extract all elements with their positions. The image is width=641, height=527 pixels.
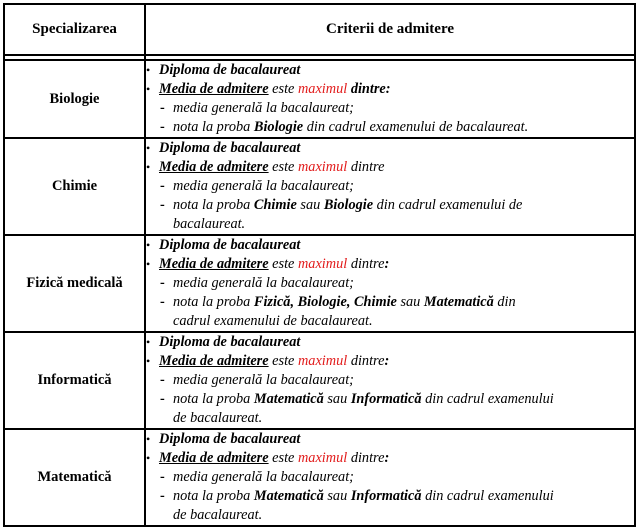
diploma-text: Diploma de bacalaureat bbox=[159, 140, 301, 156]
maximul-text: maximul bbox=[297, 353, 348, 369]
nota-prefix: nota la proba bbox=[173, 391, 251, 407]
subject-name: Matematică bbox=[253, 488, 324, 504]
table-row bbox=[4, 332, 635, 429]
criteria-line-diploma bbox=[146, 333, 634, 352]
dintre-text: dintre bbox=[350, 256, 385, 272]
maximul-text: maximul bbox=[297, 81, 348, 97]
media-label: Media de admitere bbox=[159, 256, 269, 272]
nota-suffix: din cadrul examenului bbox=[421, 391, 554, 407]
colon-text: : bbox=[384, 353, 390, 369]
nota-conj: sau bbox=[323, 391, 351, 407]
criteria-cell bbox=[145, 138, 635, 235]
criteria-line-cont: bacalaureat. bbox=[173, 216, 246, 232]
bullet-icon: • bbox=[146, 432, 151, 446]
diploma-text: Diploma de bacalaureat bbox=[159, 62, 301, 78]
bullet-icon: • bbox=[146, 82, 151, 96]
subject-name: Informatică bbox=[350, 391, 422, 407]
subject-name: Informatică bbox=[350, 488, 422, 504]
nota-suffix: din bbox=[493, 294, 516, 310]
maximul-text: maximul bbox=[297, 450, 348, 466]
criteria-line-nota bbox=[146, 196, 634, 215]
table-row bbox=[4, 138, 635, 235]
este-text: este bbox=[272, 353, 295, 369]
dash-icon: - bbox=[160, 391, 165, 407]
subject-name: Fizică, Biologie, Chimie bbox=[253, 294, 397, 310]
bullet-icon: • bbox=[146, 63, 151, 77]
criteria-line-media bbox=[146, 352, 634, 371]
este-text: este bbox=[272, 256, 295, 272]
colon-text: : bbox=[384, 256, 390, 272]
media-label: Media de admitere bbox=[159, 159, 269, 175]
table-body bbox=[4, 55, 635, 526]
table-row bbox=[4, 429, 635, 526]
criteria-line-cont: de bacalaureat. bbox=[173, 507, 263, 523]
dash-icon: - bbox=[160, 372, 165, 388]
criteria-line-media bbox=[146, 158, 634, 177]
media-label: Media de admitere bbox=[159, 450, 269, 466]
maximul-text: maximul bbox=[297, 256, 348, 272]
nota-suffix: din cadrul examenului de bbox=[373, 197, 523, 213]
table-row bbox=[4, 60, 635, 138]
dash-icon: - bbox=[160, 178, 165, 194]
criteria-line-media-generala bbox=[146, 99, 634, 118]
criteria-line-media bbox=[146, 80, 634, 99]
dintre-text: dintre bbox=[350, 81, 386, 97]
dintre-text: dintre bbox=[350, 353, 385, 369]
media-label: Media de admitere bbox=[159, 353, 269, 369]
dash-icon: - bbox=[160, 197, 165, 213]
dash-icon: - bbox=[160, 469, 165, 485]
dash-icon: - bbox=[160, 294, 165, 310]
bullet-icon: • bbox=[146, 141, 151, 155]
nota-conj: sau bbox=[323, 488, 351, 504]
criteria-line-nota bbox=[146, 390, 634, 409]
header-criterii: Criterii de admitere bbox=[145, 4, 635, 55]
media-generala-text: media generală la bacalaureat; bbox=[173, 372, 354, 388]
criteria-line-media bbox=[146, 449, 634, 468]
media-label: Media de admitere bbox=[159, 81, 269, 97]
bullet-icon: • bbox=[146, 354, 151, 368]
nota-prefix: nota la proba bbox=[173, 119, 251, 135]
criteria-cell bbox=[145, 332, 635, 429]
criteria-line-media-generala bbox=[146, 468, 634, 487]
dintre-text: dintre bbox=[350, 450, 385, 466]
bullet-icon: • bbox=[146, 257, 151, 271]
dash-icon: - bbox=[160, 275, 165, 291]
nota-suffix: din cadrul examenului de bacalaureat. bbox=[303, 119, 529, 135]
bullet-icon: • bbox=[146, 238, 151, 252]
subject-name: Biologie bbox=[323, 197, 374, 213]
criteria-line-diploma bbox=[146, 61, 634, 80]
subject-name: Matematică bbox=[423, 294, 494, 310]
admission-criteria-table bbox=[3, 3, 636, 527]
table-row bbox=[4, 235, 635, 332]
media-generala-text: media generală la bacalaureat; bbox=[173, 178, 354, 194]
nota-prefix: nota la proba bbox=[173, 294, 251, 310]
specialization-name: Biologie bbox=[4, 60, 145, 138]
subject-name: Biologie bbox=[253, 119, 304, 135]
table-header bbox=[4, 4, 635, 55]
media-generala-text: media generală la bacalaureat; bbox=[173, 100, 354, 116]
criteria-line-media-generala bbox=[146, 371, 634, 390]
header-specializarea: Specializarea bbox=[4, 4, 145, 55]
bullet-icon: • bbox=[146, 335, 151, 349]
bullet-icon: • bbox=[146, 160, 151, 174]
nota-conj: sau bbox=[296, 197, 324, 213]
nota-prefix: nota la proba bbox=[173, 488, 251, 504]
criteria-line-nota bbox=[146, 487, 634, 506]
dash-icon: - bbox=[160, 100, 165, 116]
este-text: este bbox=[272, 450, 295, 466]
criteria-line-nota bbox=[146, 293, 634, 312]
maximul-text: maximul bbox=[297, 159, 348, 175]
colon-text: : bbox=[384, 450, 390, 466]
criteria-line-diploma bbox=[146, 430, 634, 449]
este-text: este bbox=[272, 81, 295, 97]
criteria-line-media-generala bbox=[146, 177, 634, 196]
criteria-line-cont: cadrul examenului de bacalaureat. bbox=[173, 313, 373, 329]
media-generala-text: media generală la bacalaureat; bbox=[173, 469, 354, 485]
dash-icon: - bbox=[160, 488, 165, 504]
criteria-line-media bbox=[146, 255, 634, 274]
diploma-text: Diploma de bacalaureat bbox=[159, 237, 301, 253]
criteria-line-diploma bbox=[146, 139, 634, 158]
colon-text: : bbox=[385, 81, 391, 97]
nota-suffix: din cadrul examenului bbox=[421, 488, 554, 504]
criteria-line-cont: de bacalaureat. bbox=[173, 410, 263, 426]
este-text: este bbox=[272, 159, 295, 175]
bullet-icon: • bbox=[146, 451, 151, 465]
criteria-cell bbox=[145, 429, 635, 526]
criteria-line-media-generala bbox=[146, 274, 634, 293]
specialization-name: Matematică bbox=[4, 429, 145, 526]
nota-prefix: nota la proba bbox=[173, 197, 251, 213]
specialization-name: Chimie bbox=[4, 138, 145, 235]
criteria-cell bbox=[145, 235, 635, 332]
dash-icon: - bbox=[160, 119, 165, 135]
criteria-line-diploma bbox=[146, 236, 634, 255]
subject-name: Chimie bbox=[253, 197, 297, 213]
specialization-name: Informatică bbox=[4, 332, 145, 429]
subject-name: Matematică bbox=[253, 391, 324, 407]
diploma-text: Diploma de bacalaureat bbox=[159, 431, 301, 447]
criteria-cell bbox=[145, 60, 635, 138]
diploma-text: Diploma de bacalaureat bbox=[159, 334, 301, 350]
criteria-line-nota bbox=[146, 118, 634, 137]
dintre-text: dintre bbox=[350, 159, 385, 175]
media-generala-text: media generală la bacalaureat; bbox=[173, 275, 354, 291]
specialization-name: Fizică medicală bbox=[4, 235, 145, 332]
nota-conj: sau bbox=[396, 294, 424, 310]
